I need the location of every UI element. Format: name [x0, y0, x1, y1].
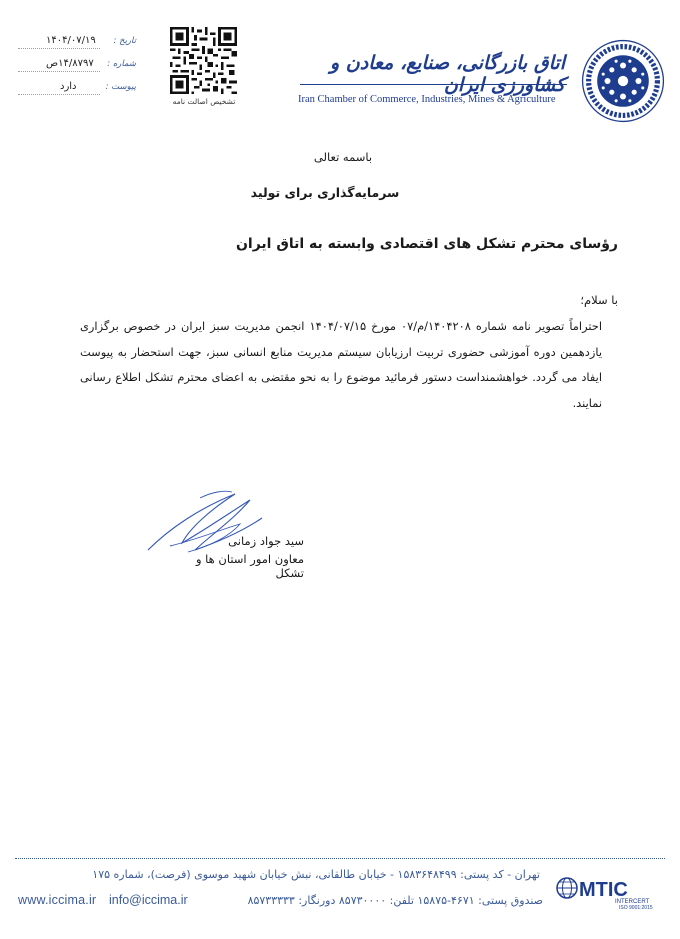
number-value: ۱۴/۸۷۹۷ص — [46, 58, 94, 69]
cert-sub: INTERCERT — [615, 899, 650, 905]
chamber-logo-icon — [580, 38, 666, 124]
org-divider — [300, 84, 567, 85]
date-label: تاریخ : — [113, 36, 136, 46]
footer-divider — [15, 858, 665, 859]
attachment-field — [18, 82, 136, 98]
invocation: باسمه تعالی — [313, 150, 373, 164]
date-value: ۱۴۰۴/۰۷/۱۹ — [46, 35, 96, 46]
org-name-fa: اتاق بازرگانی، صنایع، معادن و کشاورزی ایران — [330, 52, 565, 96]
qr-code-icon — [170, 27, 237, 94]
org-name-en: Iran Chamber of Commerce, Industries, Mines & Agriculture — [298, 94, 556, 105]
cert-iso: ISO 9001:2015 — [619, 905, 653, 911]
website-link[interactable]: www.iccima.ir — [18, 893, 97, 907]
footer-phone-line: صندوق پستی: ۴۶۷۱-۱۵۸۷۵ تلفن: ۸۵۷۳۰۰۰۰ دورنگار: ۸۵۷۳۳۳۳۳ — [247, 894, 543, 907]
date-field — [18, 36, 136, 52]
letter-recipients: رؤسای محترم تشکل های اقتصادی وابسته به اتاق ایران — [235, 236, 618, 252]
number-label: شماره : — [107, 59, 136, 69]
email-link[interactable]: info@iccima.ir — [109, 893, 188, 907]
signer-title: معاون امور استان ها و تشکل — [195, 552, 304, 580]
number-field — [18, 59, 136, 75]
signer-name: سید جواد زمانی — [228, 534, 304, 548]
footer-contact — [18, 893, 543, 909]
mtic-cert-logo-icon — [555, 872, 667, 912]
qr-caption: تشخیص اصالت نامه — [172, 97, 236, 106]
greeting: با سلام؛ — [580, 293, 618, 307]
cert-brand: MTIC — [579, 879, 628, 901]
letter-slogan: سرمایه‌گذاری برای تولید — [250, 185, 400, 200]
letter-body: احتراماً تصویر نامه شماره ۱۴۰۴۲۰۸/م/۰۷ مورخ ۱۴۰۴/۰۷/۱۵ انجمن مدیریت سبز ایران در خصوص برگزاری یازدهمین دوره آموزشی حضوری تربیت ارزیابان سیستم مدیریت منابع انسانی سبز، جهت استحضار به پیوست ایفاد می گردد. خواهشمنداست دستور فرمائید موضوع را به نحو مقتضی به اعضای محترم تشکل اطلاع رسانی نمایند. — [80, 319, 602, 410]
attachment-value: دارد — [60, 81, 77, 92]
footer-address: تهران - کد پستی: ۱۵۸۳۶۴۸۴۹۹ - خیابان طالقانی، نبش خیابان شهید موسوی (فرصت)، شماره ۱۷۵ — [92, 868, 540, 881]
attachment-label: پیوست : — [105, 82, 136, 92]
